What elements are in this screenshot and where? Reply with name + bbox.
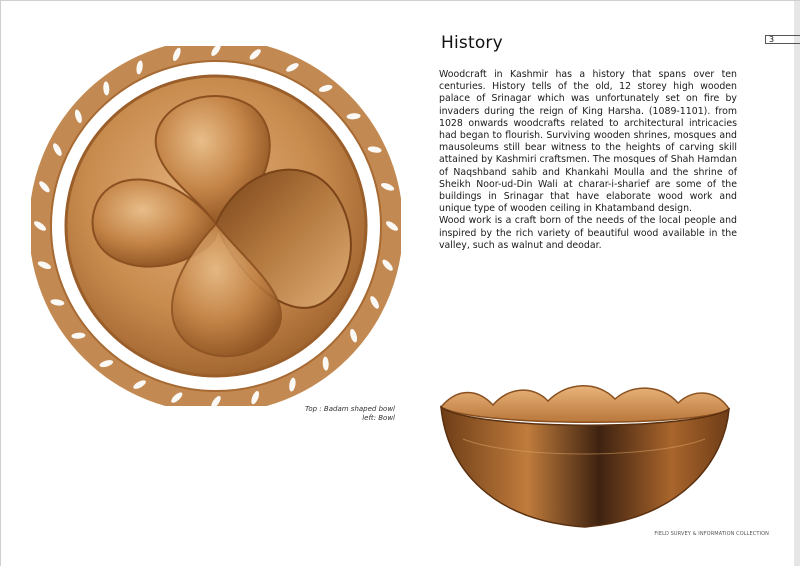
carved-plate-image (31, 46, 401, 406)
right-edge-band (794, 1, 800, 566)
caption-line-1: Top : Badam shaped bowl (304, 405, 395, 413)
body-text (439, 69, 737, 252)
paragraph-2: Wood work is a craft born of the needs of the local people and inspired by the rich variety of beautiful wood available in the valley, such as walnut and deodar. (439, 215, 737, 251)
page-number: 3 (765, 35, 800, 44)
paragraph-1: Woodcraft in Kashmir has a history that spans over ten centuries. History tells of the old, 12 storey high wooden palace of Srinagar which was unfortunately set on fire by invaders during the reign of King Harsha. (1089-1101). from 1028 onwards woodcrafts related to architectural intricacies had began to flourish. Surviving wooden shrines, mosques and mausoleums still bear witness to the heights of carving skill attained by Kashmiri craftsmen. The mosques of Shah Hamdan of Naqshband sahib and Khankahi Moulla and the shrine of Sheikh Noor-ud-Din Wali at charar-i-sharief are some of the buildings in Srinagar that have elaborate wood work and unique type of wooden ceiling in Khatamband design. (439, 69, 737, 215)
footer-text: FIELD SURVEY & INFORMATION COLLECTION (654, 531, 769, 537)
caption-line-2: left: Bowl (362, 414, 395, 422)
page-title: History (441, 33, 503, 53)
image-caption (251, 405, 395, 423)
wooden-bowl-image (433, 379, 735, 533)
